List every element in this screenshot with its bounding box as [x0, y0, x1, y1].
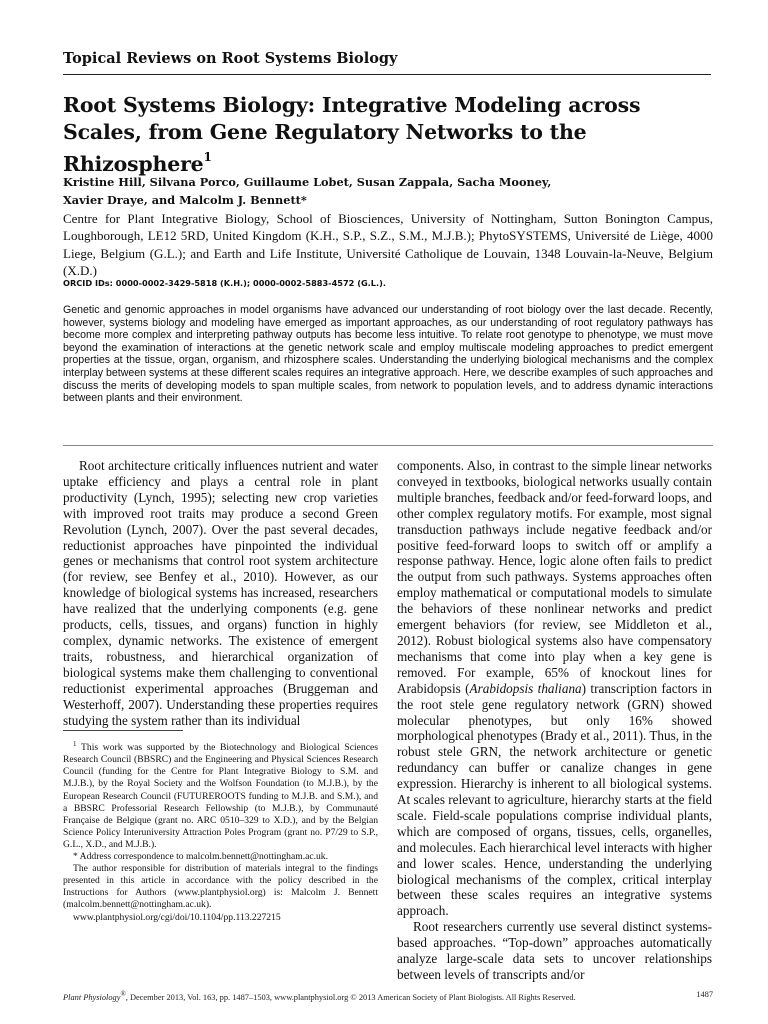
abstract: Genetic and genomic approaches in model organisms have advanced our understanding of root biology over the last decade. Recently, however, systems biology and modeling have emerged as important approaches, as our understanding of root regulatory pathways has become more complex and interpreting pathway outputs has become less intuitive. To relate root genotype to phenotype, we must move beyond the examination of interactions at the genetic network scale and employ multiscale modeling approaches to predict emergent properties at the tissue, organ, organism, and rhizosphere scales. Understanding the underlying biological mechanisms and the complex interplay between systems at these different scales requires an integrative approach. Here, we describe examples of such approaches and discuss the merits of developing models to span multiple scales, from network to population levels, and to address dynamic interactions between plants and their environment.	[63, 304, 713, 405]
footer-citation	[63, 990, 576, 1002]
section-heading: Topical Reviews on Root Systems Biology	[63, 50, 398, 67]
footnotes	[63, 738, 378, 924]
journal-name: Plant Physiology	[63, 992, 121, 1002]
author-list	[63, 174, 713, 209]
article-title-text: Root Systems Biology: Integrative Modeling across Scales, from Gene Regulatory Networks to the Rhizosphere	[63, 93, 641, 176]
author-line-1: Kristine Hill, Silvana Porco, Guillaume Lobet, Susan Zappala, Sacha Mooney,	[63, 175, 552, 189]
doi-link[interactable]: www.plantphysiol.org/cgi/doi/10.1104/pp.113.227215	[73, 911, 281, 923]
page-number: 1487	[696, 990, 713, 999]
footnote-funding	[63, 738, 378, 851]
orcid-ids: ORCID IDs: 0000-0002-3429-5818 (K.H.); 0000-0002-5883-4572 (G.L.).	[63, 278, 386, 288]
body-paragraph	[397, 458, 712, 919]
title-footnote-mark[interactable]: 1	[203, 150, 212, 164]
footnote-distribution: The author responsible for distribution of materials integral to the findings presented in this article in accordance with the policy described in the Instructions for Authors (www.plantphysiol.org) is: Malcolm J. Bennett (malcolm.bennett@nottingham.ac.uk).	[63, 863, 378, 911]
footnote-funding-text: This work was supported by the Biotechnology and Biological Sciences Research Council (BBSRC) and the Engineering and Physical Sciences Research Council (funding for the Centre for Plant Integrative Biology to S.M. and M.J.B.), by the Royal Society and the Wolfson Foundation (to M.J.B.), by the European Research Council (FUTUREROOTS funding to M.J.B. and S.M.), and a BBSRC Professorial Research Fellowship (to M.J.B.), by Communauté Française de Belgique (grant no. ARC 0510–329 to X.D.), and by the Belgian Science Policy Interuniversity Attraction Poles Program (grant no. P7/29 to S.P., G.L., X.D., and M.J.B.).	[63, 742, 378, 850]
page-footer	[63, 990, 713, 1002]
left-column	[63, 458, 378, 728]
affiliation: Centre for Plant Integrative Biology, School of Biosciences, University of Nottingham, Sutton Bonington Campus, Loughborough, LE12 5RD, United Kingdom (K.H., S.P., S.Z., S.M., M.J.B.); PhytoSYSTEMS, Université de Liège, 4000 Liege, Belgium (G.L.); and Earth and Life Institute, Université Catholique de Louvain, 1348 Louvain-la-Neuve, Belgium (X.D.)	[63, 211, 713, 279]
footnote-rule	[63, 730, 183, 731]
abstract-divider	[63, 445, 713, 446]
header-rule	[63, 74, 711, 75]
body-paragraph: Root researchers currently use several distinct systems-based approaches. “Top-down” approaches automatically analyze large-scale data sets to uncover relationships between levels of transcripts and/or	[397, 919, 712, 982]
registered-mark: ®	[120, 990, 126, 998]
footnote-mark: 1	[73, 740, 77, 748]
species-name: Arabidopsis thaliana	[469, 680, 582, 696]
citation-text: , December 2013, Vol. 163, pp. 1487–1503, www.plantphysiol.org © 2013 American Society of Plant Biologists. All Rights Reserved.	[125, 992, 576, 1002]
paragraph-text: ) transcription factors in the root stele gene regulatory network (GRN) showed molecular phenotypes, but only 16% showed morphological phenotypes (Brady et al., 2011). Thus, in the robust stele GRN, the network architecture or genetic redundancy can buffer or canalize changes in gene expression. Hierarchy is inherent to all biological systems. At scales relevant to agriculture, hierarchy starts at the field scale. Field-scale populations comprise individual plants, which are composed of organs, tissues, cells, organelles, and molecules. Each hierarchical level interacts with higher and lower scales. Hence, understanding the underlying biological mechanisms of the complex, critical interplay between these scales requires an integrative systems approach.	[397, 680, 712, 919]
article-title	[63, 92, 723, 178]
author-line-2: Xavier Draye, and Malcolm J. Bennett*	[63, 192, 307, 207]
footnote-correspondence: * Address correspondence to malcolm.bennett@nottingham.ac.uk.	[73, 851, 329, 863]
paragraph-text: components. Also, in contrast to the simple linear networks conveyed in textbooks, biological networks usually contain multiple branches, feedback and/or feed-forward loops, and other complex regulatory motifs. For example, most signal transduction pathways include negative feedback and/or positive feed-forward loops to switch off or amplify a response pathway. Hence, logic alone often fails to predict the output from such pathways. Systems approaches often employ mathematical or computational models to simulate the behaviors of these nonlinear networks and predict emergent behaviors (for review, see Middleton et al., 2012). Robust biological systems also have compensatory mechanisms that come into play when a key gene is removed. For example, 65% of knockout lines for Arabidopsis (	[397, 458, 712, 696]
right-column	[397, 458, 712, 983]
body-paragraph: Root architecture critically influences nutrient and water uptake efficiency and plays a central role in plant productivity (Lynch, 1995); selecting new crop varieties with improved root traits may produce a second Green Revolution (Lynch, 2007). Over the past several decades, reductionist approaches have pinpointed the individual genes or mechanisms that control root system architecture (for review, see Benfey et al., 2010). However, as our knowledge of biological systems has increased, researchers have realized that the underlying components (e.g. gene products, cells, tissues, and organs) function in highly complex, dynamic networks. The existence of emergent traits, robustness, and hierarchical organization of biological systems make them challenging to conventional reductionist experimental approaches (Bruggeman and Westerhoff, 2007). Understanding these properties requires studying the system rather than its individual	[63, 458, 378, 728]
